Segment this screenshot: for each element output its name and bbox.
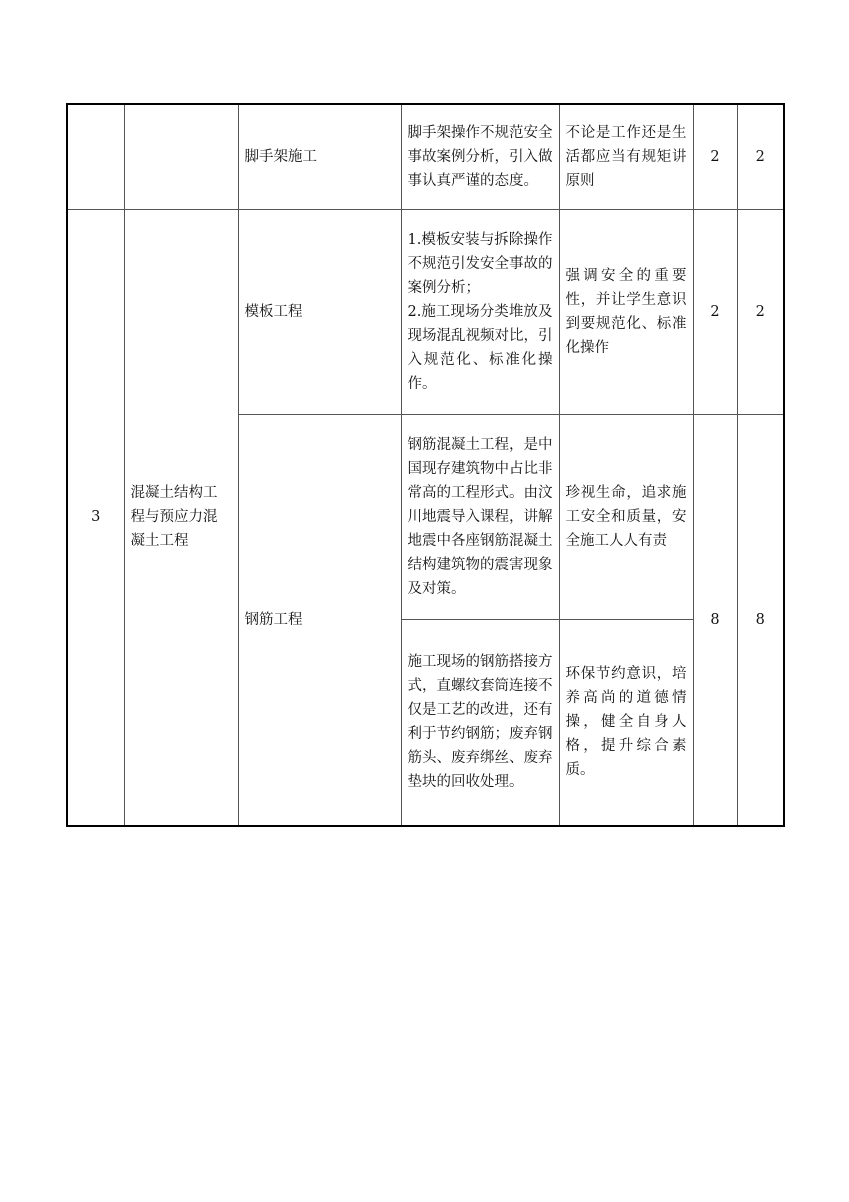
- hours-cell: 2: [737, 209, 784, 414]
- section-number: 3: [67, 209, 124, 826]
- hours-cell: 8: [693, 414, 737, 826]
- hours-cell: 2: [693, 104, 737, 209]
- goal-cell: 环保节约意识，培养高尚的道德情操，健全自身人格，提升综合素质。: [559, 619, 693, 826]
- number-cell: [67, 104, 124, 209]
- table-row-formwork: [67, 209, 784, 414]
- case-item: 1.模板安装与拆除操作不规范引发安全事故的案例分析；: [407, 231, 553, 296]
- chapter-title: 混凝土结构工程与预应力混凝土工程: [124, 209, 238, 826]
- chapter-cell: [124, 104, 238, 209]
- case-cell: 钢筋混凝土工程，是中国现存建筑物中占比非常高的工程形式。由汶川地震导入课程，讲解地震中各座钢筋混凝土结构建筑物的震害现象及对策。: [401, 414, 559, 619]
- hours-cell: 8: [737, 414, 784, 826]
- hours-cell: 2: [693, 209, 737, 414]
- topic-cell: 脚手架施工: [238, 104, 401, 209]
- case-cell: 脚手架操作不规范安全事故案例分析，引入做事认真严谨的态度。: [401, 104, 559, 209]
- goal-cell: 不论是工作还是生活都应当有规矩讲原则: [559, 104, 693, 209]
- goal-cell: 强调安全的重要性，并让学生意识到要规范化、标准化操作: [559, 209, 693, 414]
- case-item: 2.施工现场分类堆放及现场混乱视频对比，引入规范化、标准化操作。: [407, 303, 553, 392]
- case-cell: [401, 209, 559, 414]
- topic-cell: 钢筋工程: [238, 414, 401, 826]
- topic-cell: 模板工程: [238, 209, 401, 414]
- table-row-scaffold: [67, 104, 784, 209]
- course-table: [66, 103, 785, 827]
- case-cell: 施工现场的钢筋搭接方式，直螺纹套筒连接不仅是工艺的改进，还有利于节约钢筋；废弃钢筋头、废弃绑丝、废弃垫块的回收处理。: [401, 619, 559, 826]
- goal-cell: 珍视生命，追求施工安全和质量，安全施工人人有责: [559, 414, 693, 619]
- hours-cell: 2: [737, 104, 784, 209]
